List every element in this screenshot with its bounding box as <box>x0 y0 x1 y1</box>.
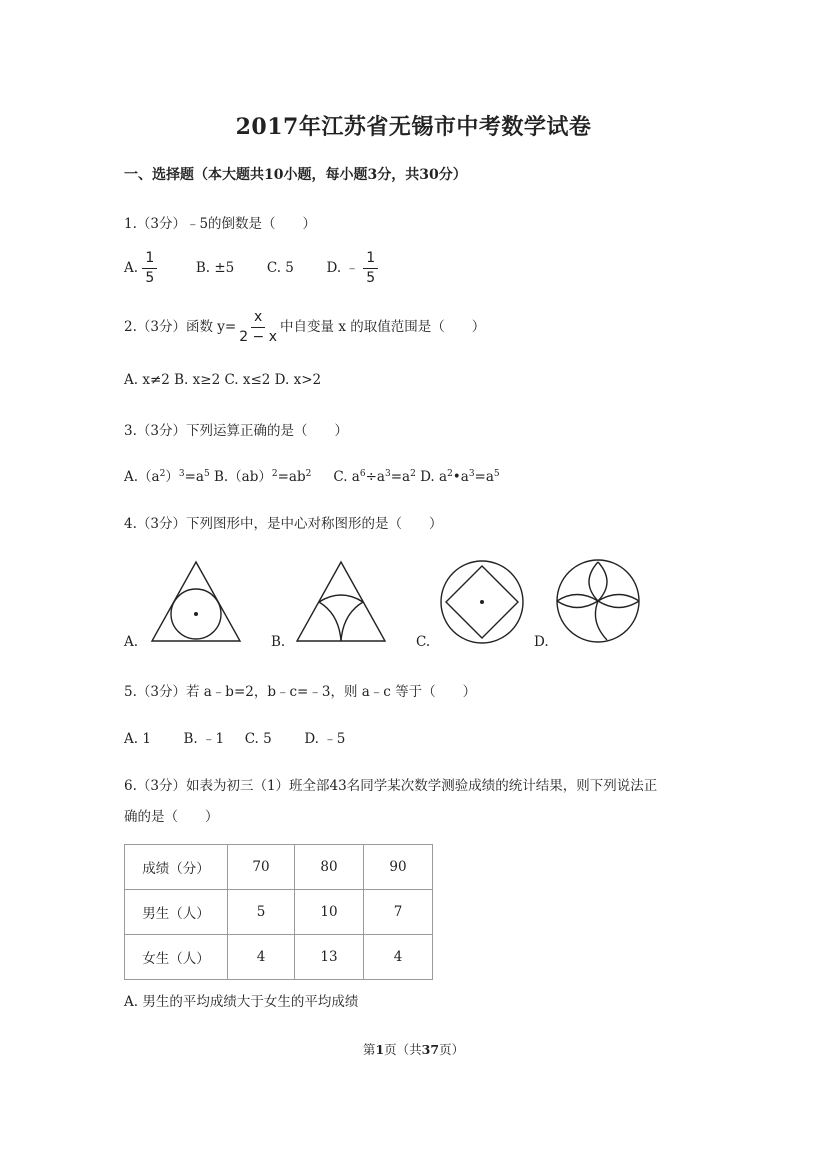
q3-option-a: $A.(a^2)^3=a^5$ <box>124 469 210 485</box>
q3-option-d: D. $a^2•a^3=a^5$ <box>415 469 500 485</box>
table-header-cell: 90 <box>364 845 433 890</box>
q3-option-c: C. $a^6\div a^3=a^2$ <box>333 469 416 485</box>
q2-stem-prefix: 2.（3分）函数 y= <box>124 319 237 335</box>
q5-option-a: A. 1 <box>124 731 151 747</box>
question-5-stem: 5.（3分）若 a﹣b=2，b﹣c=﹣3，则 a﹣c 等于（ ） <box>124 684 477 700</box>
table-cell: 7 <box>364 890 433 935</box>
q4-label-b: B. <box>271 634 286 650</box>
question-1-options <box>124 250 378 287</box>
page-title: 2017年江苏省无锡市中考数学试卷 <box>235 114 592 140</box>
q4-label-c: C. <box>416 634 431 650</box>
q4-label-a: A. <box>124 634 139 650</box>
table-header-row <box>125 845 433 890</box>
q4-figure-d-circle-petals <box>555 558 641 644</box>
current-page-number: 1 <box>375 1042 385 1057</box>
q4-label-d: D. <box>534 634 549 650</box>
q3-option-b: $B.(ab)^2=ab^2$ <box>209 469 312 485</box>
q5-option-b: B. ﹣1 <box>183 731 225 747</box>
question-3-options <box>124 465 500 485</box>
table-cell: 13 <box>295 935 364 980</box>
q1-option-a-label: A. <box>124 260 139 276</box>
table-cell: 女生（人） <box>125 935 228 980</box>
question-2-options: A. x≠2 B. x≥2 C. x≤2 D. x>2 <box>124 372 322 388</box>
table-row <box>125 935 433 980</box>
table-cell: 男生（人） <box>125 890 228 935</box>
q5-option-d: D. ﹣5 <box>304 731 346 747</box>
q2-stem-suffix: 中自变量 x 的取值范围是（ ） <box>280 319 486 335</box>
q2-fraction-denominator: 2 − x <box>239 329 278 345</box>
question-5-options <box>124 727 345 747</box>
q4-figure-a-triangle-incircle <box>148 558 244 646</box>
table-cell: 5 <box>228 890 295 935</box>
section-heading-multiple-choice: 一、选择题（本大题共10小题，每小题3分，共30分） <box>124 167 467 183</box>
table-header-cell: 80 <box>295 845 364 890</box>
table-row <box>125 890 433 935</box>
q1-option-d-denominator: 5 <box>366 270 376 286</box>
question-3-stem: 3.（3分）下列运算正确的是（ ） <box>124 423 348 439</box>
table-cell: 10 <box>295 890 364 935</box>
question-6-stem-line-2: 确的是（ ） <box>124 809 219 825</box>
question-2-stem <box>124 309 485 346</box>
page-footer: 第1页（共37页） <box>362 1042 465 1057</box>
total-page-count: 37 <box>421 1042 440 1057</box>
q1-option-a-fraction <box>142 250 157 287</box>
table-header-cell: 70 <box>228 845 295 890</box>
q4-figure-b-triangle-arcs <box>293 558 389 646</box>
q1-option-d-label: D. ﹣ <box>326 260 359 276</box>
table-cell: 4 <box>228 935 295 980</box>
question-1-stem: 1.（3分）﹣5的倒数是（ ） <box>124 216 317 232</box>
q1-option-b: B. ±5 <box>195 260 235 276</box>
q1-option-d-numerator: 1 <box>363 250 378 269</box>
q1-option-d-fraction <box>363 250 378 287</box>
question-4-stem: 4.（3分）下列图形中，是中心对称图形的是（ ） <box>124 516 443 532</box>
table-cell: 4 <box>364 935 433 980</box>
q2-function-fraction <box>236 309 280 346</box>
question-6-stem-line-1: 6.（3分）如表为初三（1）班全部43名同学某次数学测验成绩的统计结果，则下列说法正 <box>124 778 658 794</box>
q1-option-a-denominator: 5 <box>145 270 155 286</box>
q5-option-c: C. 5 <box>244 731 272 747</box>
q1-option-a-numerator: 1 <box>142 250 157 269</box>
q1-option-c: C. 5 <box>266 260 294 276</box>
question-6-option-a: A. 男生的平均成绩大于女生的平均成绩 <box>124 994 359 1010</box>
q4-figure-c-circle-square <box>438 558 526 646</box>
table-header-cell: 成绩（分） <box>125 845 228 890</box>
score-statistics-table <box>124 844 433 980</box>
q2-fraction-numerator: x <box>251 309 265 328</box>
